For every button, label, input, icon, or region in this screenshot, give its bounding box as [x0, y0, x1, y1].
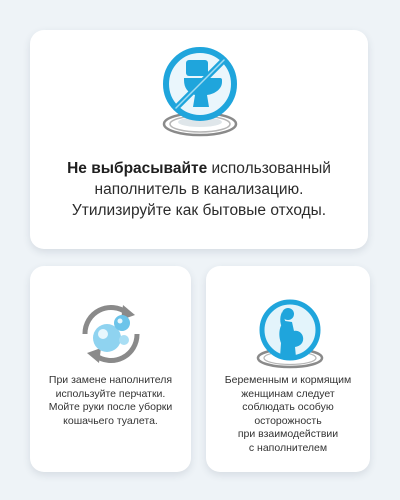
pregnancy-line-6: с наполнителем	[248, 441, 328, 454]
gloves-line-3: Мойте руки после уборки	[48, 401, 173, 413]
pregnancy-caution-text	[210, 374, 366, 455]
pregnancy-line-4: осторожность	[254, 414, 322, 427]
disposal-warning-text	[30, 158, 368, 221]
gloves-hygiene-card	[30, 266, 191, 472]
pregnancy-line-3: соблюдать особую	[242, 401, 334, 413]
disposal-warning-card	[30, 30, 368, 249]
warning-line3: Утилизируйте как бытовые отходы.	[71, 202, 327, 219]
warning-bold-phrase: Не выбрасывайте	[67, 160, 208, 177]
gloves-line-2: используйте перчатки.	[55, 387, 166, 400]
no-toilet-icon	[159, 38, 241, 148]
warning-line2: наполнитель в канализацию.	[94, 181, 304, 198]
gloves-line-1: При замене наполнителя	[48, 374, 173, 386]
pregnant-woman-icon	[252, 296, 328, 372]
gloves-line-4: кошачьего туалета.	[63, 414, 158, 427]
pregnancy-line-1: Беременным и кормящим	[224, 374, 352, 386]
gloves-hygiene-text	[34, 374, 187, 428]
warning-line1-rest: использованный	[207, 160, 331, 177]
recycle-bubbles-icon	[73, 296, 149, 372]
pregnancy-line-2: женщинам следует	[241, 387, 335, 400]
pregnancy-caution-card	[206, 266, 370, 472]
pregnancy-line-5: при взаимодействии	[237, 428, 339, 440]
